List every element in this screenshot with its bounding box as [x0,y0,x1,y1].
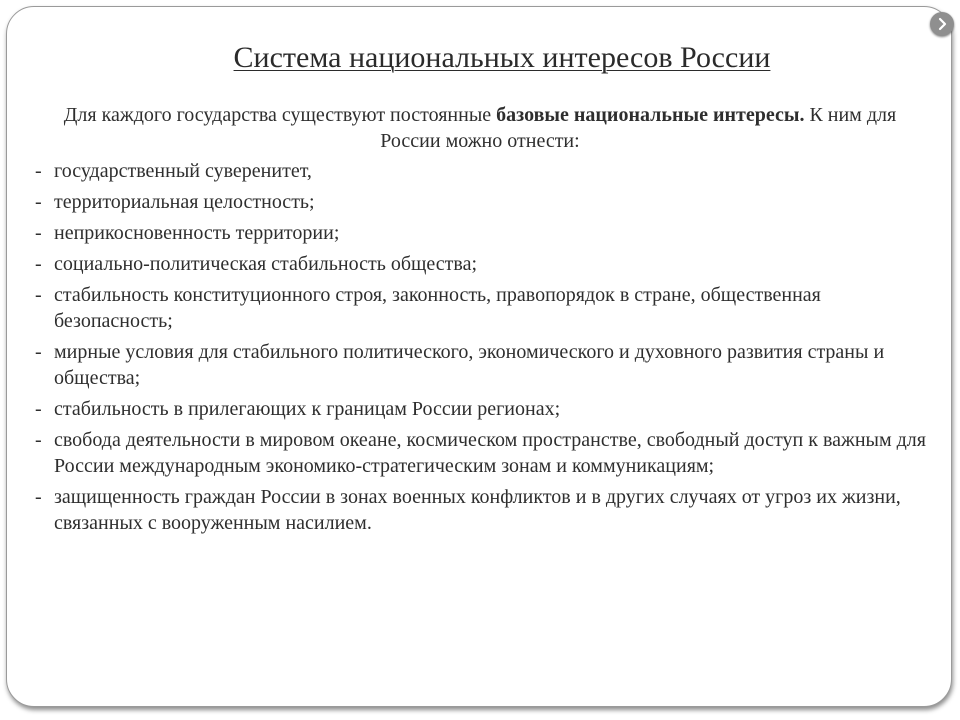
list-item [34,189,926,215]
list-item-text: социально-политическая стабильность общества; [54,253,478,275]
list-item [34,220,926,246]
list-item [34,158,926,184]
bullet-dash: - [35,253,42,275]
bullet-dash: - [35,429,42,451]
list-item-text: территориальная целостность; [54,191,315,213]
corner-badge[interactable] [930,12,954,36]
list-item [34,484,926,536]
bullet-dash: - [35,341,42,363]
bullet-dash: - [35,160,42,182]
list-item [34,396,926,422]
bullet-dash: - [35,398,42,420]
intro-paragraph [34,102,926,154]
intro-text-start: Для каждого государства существуют постоянные [63,104,497,126]
slide-content [34,102,926,541]
list-item-text: мирные условия для стабильного политического, экономического и духовного развития страны и общества; [54,341,885,389]
list-item [34,282,926,334]
list-item-text: стабильность конституционного строя, законность, правопорядок в стране, общественная безопасность; [54,284,821,332]
list-item [34,427,926,479]
bullet-dash: - [35,284,42,306]
list-item-text: свобода деятельности в мировом океане, космическом пространстве, свободный доступ к важным для России международным экономико-стратегическим зонам и коммуникациям; [54,429,926,477]
list-item-text: государственный суверенитет, [54,160,312,182]
chevron-right-icon [930,12,954,36]
list-item-text: защищенность граждан России в зонах военных конфликтов и в других случаях от угроз их жизни, связанных с вооруженным насилием. [54,486,901,534]
bullet-dash: - [35,191,42,213]
intro-text-end: К ним для России можно отнести: [380,104,897,152]
bullet-dash: - [35,486,42,508]
list-item [34,251,926,277]
intro-bold-phrase: базовые национальные интересы. [496,104,805,126]
bullet-dash: - [35,222,42,244]
slide-title: Система национальных интересов России [233,41,771,74]
list-item-text: стабильность в прилегающих к границам России регионах; [54,398,561,420]
national-interests-list [34,158,926,536]
list-item-text: неприкосновенность территории; [54,222,340,244]
list-item [34,339,926,391]
